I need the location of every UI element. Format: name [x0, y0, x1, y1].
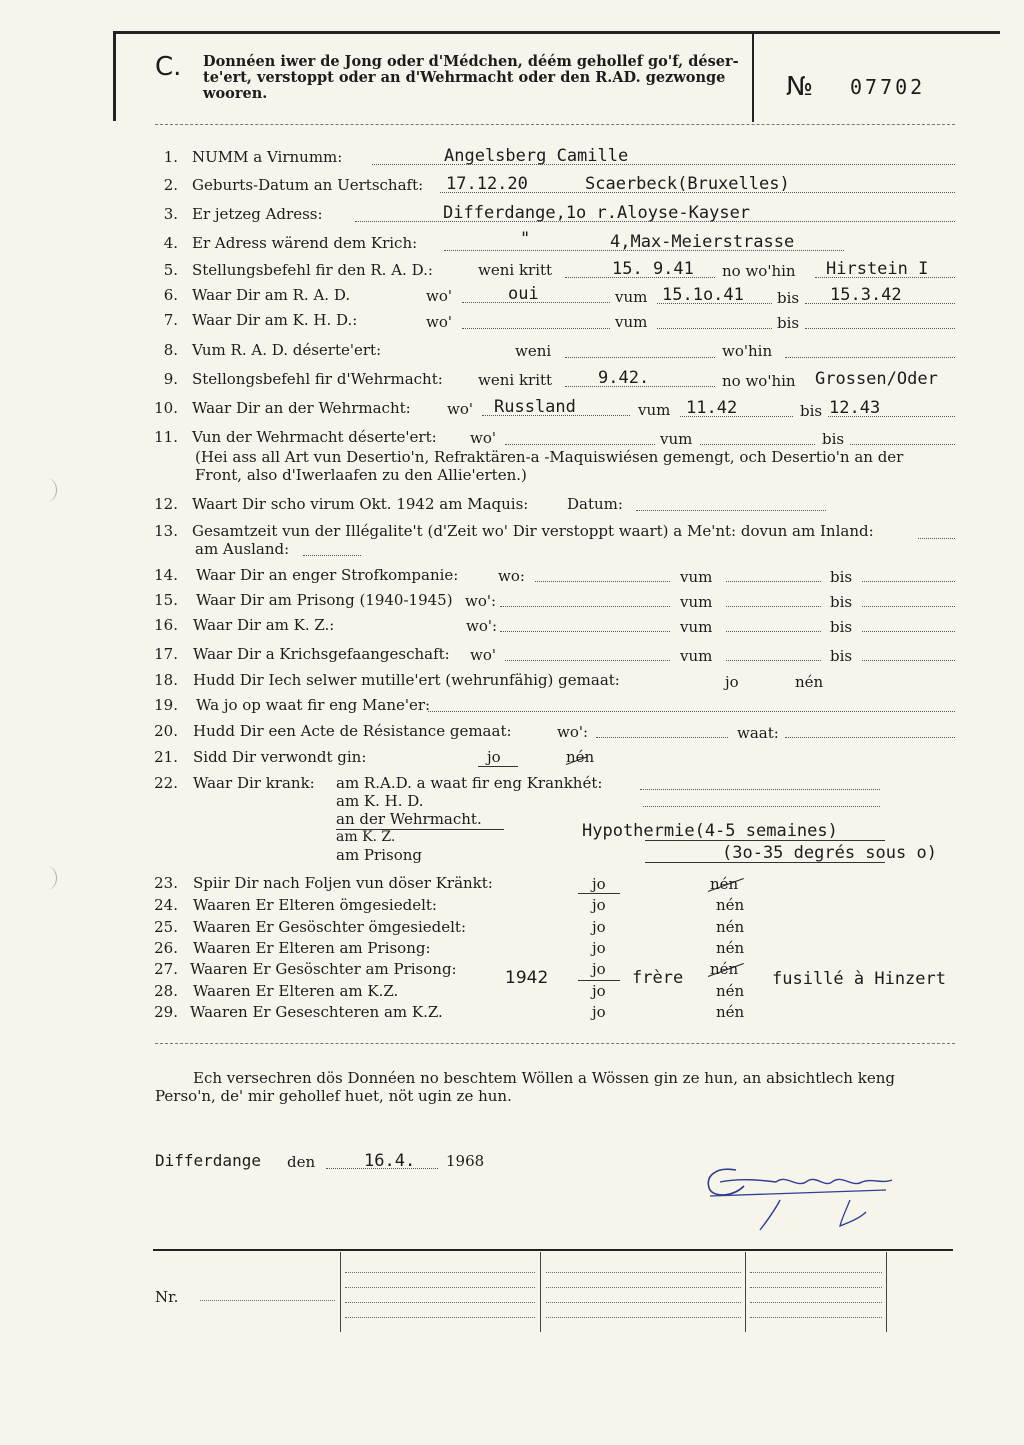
row-label: Stellungsbefehl fir den R. A. D.: — [192, 261, 433, 279]
vum-label: vum — [615, 288, 648, 306]
row-number: 5. — [163, 261, 178, 279]
wo-label: wo' — [470, 646, 496, 664]
row-label: Waar Dir am R. A. D. — [192, 286, 351, 304]
vum-label: vum — [680, 593, 713, 611]
option-nen: nén — [716, 918, 745, 936]
row-number: 2. — [163, 176, 178, 194]
fill-line — [565, 357, 715, 358]
form-left-border — [113, 31, 116, 121]
fill-line — [726, 660, 821, 661]
row-number: 29. — [154, 1003, 178, 1021]
row-number: 17. — [154, 645, 178, 663]
fill-line — [428, 711, 955, 712]
den-label: den — [287, 1153, 316, 1171]
row-label: Stellongsbefehl fir d'Wehrmacht: — [192, 370, 443, 388]
row-number: 1. — [163, 148, 178, 166]
footer-nr-label: Nr. — [155, 1288, 179, 1306]
fill-line — [636, 510, 826, 511]
option-jo-selected: jo — [487, 748, 501, 766]
illness-rad: am R.A.D. a waat fir eng Krankhét: — [336, 774, 603, 792]
fill-line — [726, 631, 821, 632]
vum-label: vum — [615, 313, 648, 331]
row-number: 3. — [163, 205, 178, 223]
ditto-mark: " — [520, 229, 531, 249]
row-label: Waar Dir am K. H. D.: — [192, 311, 358, 329]
fill-line — [640, 789, 880, 790]
option-nen-struck: nén — [710, 960, 739, 978]
row-label: Vun der Wehrmacht déserte'ert: — [192, 428, 437, 446]
fill-line — [345, 1317, 535, 1318]
row-label: Sidd Dir verwondt gin: — [193, 748, 367, 766]
fill-line — [750, 1317, 882, 1318]
row-note: (Hei ass all Art vun Desertio'n, Refraktären-a -Maquiswiésen gemengt, och Desertio'n an der — [195, 448, 904, 466]
row-number: 24. — [154, 896, 178, 914]
fill-line — [546, 1302, 741, 1303]
fill-line — [918, 538, 955, 539]
row-number: 14. — [154, 566, 178, 584]
vum-label: vum — [638, 401, 671, 419]
fill-line — [726, 606, 821, 607]
option-nen: nén — [716, 1003, 745, 1021]
option-nen-struck: nén — [566, 748, 595, 766]
fill-line — [750, 1272, 882, 1273]
footer-column-divider — [886, 1252, 887, 1332]
option-nen-struck: nén — [710, 875, 739, 893]
declaration-text: Ech versechren dös Donnéen no beschtem Wöllen a Wössen gin ze hun, an absichtlech keng Perso'n, de' mir gehollef huet, nöt ugin ze hun. — [155, 1069, 895, 1105]
fill-line — [345, 1302, 535, 1303]
row-label: Waaren Er Elteren am K.Z. — [193, 982, 399, 1000]
number-label: № — [786, 72, 814, 102]
sibling-fate: fusillé à Hinzert — [772, 969, 946, 989]
row-number: 10. — [154, 399, 178, 417]
wo-label: wo: — [498, 567, 525, 585]
row-label-abroad: am Ausland: — [195, 540, 290, 558]
fill-line — [546, 1317, 741, 1318]
weni-label: weni kritt — [478, 371, 553, 389]
footer-table — [153, 1249, 953, 1336]
datum-label: Datum: — [567, 495, 623, 513]
row-label: Waar Dir an der Wehrmacht: — [192, 399, 411, 417]
row-label: Waart Dir scho virum Okt. 1942 am Maquis: — [192, 495, 529, 513]
row-label: Geburts-Datum an Uertschaft: — [192, 176, 424, 194]
row-number: 22. — [154, 774, 178, 792]
bis-label: bis — [830, 647, 853, 665]
row-number: 25. — [154, 918, 178, 936]
row-note: Front, also d'Iwerlaafen zu den Allie'erten.) — [195, 466, 527, 484]
row-number: 21. — [154, 748, 178, 766]
footer-column-divider — [340, 1252, 341, 1332]
row-number: 28. — [154, 982, 178, 1000]
footer-column-divider — [745, 1252, 746, 1332]
fill-line — [785, 737, 955, 738]
section-letter: C. — [155, 52, 182, 82]
illness-prisong: am Prisong — [336, 846, 422, 864]
row-label: Waaren Er Elteren ömgesiedelt: — [193, 896, 437, 914]
fill-line — [805, 328, 955, 329]
underline-mark — [478, 766, 518, 767]
wo-label: wo' — [470, 429, 496, 447]
option-jo: jo — [592, 918, 606, 936]
row-number: 20. — [154, 722, 178, 740]
fill-line — [862, 606, 955, 607]
fill-line — [345, 1287, 535, 1288]
fill-line — [750, 1302, 882, 1303]
fill-line — [726, 581, 821, 582]
wehrmacht-to: 12.43 — [829, 398, 881, 418]
fill-line — [643, 806, 880, 807]
war-address: 4,Max-Meierstrasse — [610, 232, 795, 252]
row-label: Waar Dir am K. Z.: — [193, 616, 335, 634]
row-label: Er Adress wärend dem Krich: — [192, 234, 418, 252]
option-nen: nén — [795, 673, 824, 691]
fill-line — [505, 660, 670, 661]
row-number: 23. — [154, 874, 178, 892]
weni-label: weni — [515, 342, 552, 360]
fill-line — [850, 444, 955, 445]
option-jo: jo — [592, 1003, 606, 1021]
row-label: Gesamtzeit vun der Illégalite't (d'Zeit wo' Dir verstoppt waart) a Me'nt: dovun am Inland: — [192, 522, 874, 540]
fill-line — [862, 581, 955, 582]
fill-line — [505, 444, 655, 445]
rad-from: 15.1o.41 — [662, 285, 744, 305]
birth-date: 17.12.20 — [446, 174, 528, 194]
row-number: 6. — [163, 286, 178, 304]
section-title: Donnéen iwer de Jong oder d'Médchen, déém gehollef go'f, déser-te'ert, verstoppt oder an d'Wehrmacht oder den R.AD. gezwonge wooren. — [203, 53, 739, 102]
illness-khd: am K. H. D. — [336, 792, 424, 810]
vum-label: vum — [680, 618, 713, 636]
vum-label: vum — [680, 647, 713, 665]
form-top-border — [113, 31, 1000, 34]
illness-kz: am K. Z. — [336, 829, 396, 845]
option-nen: nén — [716, 982, 745, 1000]
bis-label: bis — [777, 289, 800, 307]
row-number: 7. — [163, 311, 178, 329]
section-separator — [155, 1043, 955, 1045]
wehrmacht-place: Russland — [494, 397, 576, 417]
row-label: Er jetzeg Adress: — [192, 205, 323, 223]
option-jo: jo — [592, 896, 606, 914]
footer-column-divider — [540, 1252, 541, 1332]
fill-line — [500, 631, 670, 632]
signing-year: 1968 — [446, 1152, 485, 1170]
fill-line — [500, 606, 670, 607]
fill-line — [596, 737, 728, 738]
row-label: Spiir Dir nach Foljen vun döser Kränkt: — [193, 874, 493, 892]
row-number: 27. — [154, 960, 178, 978]
row-number: 11. — [154, 428, 178, 446]
fill-line — [862, 631, 955, 632]
row-label: Waar Dir a Krichsgefaangeschaft: — [193, 645, 450, 663]
wo-label: wo' — [426, 313, 452, 331]
row-label: Waar Dir krank: — [193, 774, 315, 792]
bis-label: bis — [830, 568, 853, 586]
row-label: Wa jo op waat fir eng Mane'er: — [196, 696, 431, 714]
rad-served: oui — [508, 284, 539, 304]
signature-image — [700, 1160, 900, 1235]
option-nen: nén — [716, 939, 745, 957]
option-jo: jo — [592, 939, 606, 957]
wohin-label: no wo'hin — [722, 262, 796, 280]
underline-mark — [578, 893, 620, 894]
row-number: 8. — [163, 341, 178, 359]
bis-label: bis — [830, 593, 853, 611]
fill-line — [535, 581, 670, 582]
illness-wehrmacht: an der Wehrmacht. — [336, 810, 482, 828]
row-label: Waaren Er Elteren am Prisong: — [193, 939, 431, 957]
header-divider — [752, 34, 754, 122]
fill-line — [546, 1287, 741, 1288]
rad-to: 15.3.42 — [830, 285, 902, 305]
weni-label: weni kritt — [478, 261, 553, 279]
header-separator — [155, 124, 955, 126]
waat-label: waat: — [737, 724, 779, 742]
underline-mark — [578, 980, 620, 981]
wo-label: wo': — [466, 617, 498, 635]
fill-line — [546, 1272, 741, 1273]
fill-line — [345, 1272, 535, 1273]
row-number: 9. — [163, 370, 178, 388]
fill-line — [462, 328, 610, 329]
bis-label: bis — [777, 314, 800, 332]
form-number: 07702 — [850, 75, 926, 99]
row-label: Waaren Er Gesöschter am Prisong: — [190, 960, 457, 978]
vum-label: vum — [680, 568, 713, 586]
binder-hole — [36, 478, 57, 502]
rad-order-date: 15. 9.41 — [612, 259, 694, 279]
row-number: 18. — [154, 671, 178, 689]
fill-line — [303, 555, 361, 556]
wo-label: wo': — [557, 723, 589, 741]
underline-mark — [645, 840, 885, 841]
sibling-year: 1942 — [505, 968, 549, 988]
row-number: 12. — [154, 495, 178, 513]
fill-line — [200, 1300, 335, 1301]
wehrmacht-order-date: 9.42. — [598, 368, 650, 388]
bis-label: bis — [800, 402, 823, 420]
option-jo: jo — [725, 673, 739, 691]
rad-order-place: Hirstein I — [826, 259, 929, 279]
row-label: Hudd Dir een Acte de Résistance gemaat: — [193, 722, 512, 740]
row-label: Waaren Er Gesöschter ömgesiedelt: — [193, 918, 467, 936]
row-number: 16. — [154, 616, 178, 634]
wehrmacht-order-place: Grossen/Oder — [815, 369, 938, 389]
wo-label: wo' — [426, 287, 452, 305]
option-jo: jo — [592, 982, 606, 1000]
bis-label: bis — [830, 618, 853, 636]
row-number: 19. — [154, 696, 178, 714]
sibling-relation: frère — [632, 968, 684, 988]
wo-label: wo': — [465, 592, 497, 610]
row-label: NUMM a Virnumm: — [192, 148, 343, 166]
wohin-label: wo'hin — [722, 342, 773, 360]
row-label: Waar Dir am Prisong (1940-1945) — [196, 591, 453, 609]
fill-line — [657, 328, 772, 329]
row-label: Hudd Dir Iech selwer mutille'ert (wehrunfähig) gemaat: — [193, 671, 620, 689]
fill-line — [785, 357, 955, 358]
option-nen: nén — [716, 896, 745, 914]
underline-mark — [645, 862, 885, 863]
row-label: Waar Dir an enger Strofkompanie: — [196, 566, 459, 584]
signing-date: 16.4. — [364, 1151, 416, 1171]
option-jo: jo — [592, 960, 606, 978]
current-address: Differdange,1o r.Aloyse-Kayser — [443, 203, 751, 223]
row-number: 15. — [154, 591, 178, 609]
vum-label: vum — [660, 430, 693, 448]
birth-place: Scaerbeck(Bruxelles) — [585, 174, 790, 194]
row-label: Waaren Er Geseschteren am K.Z. — [190, 1003, 443, 1021]
bis-label: bis — [822, 430, 845, 448]
row-label: Vum R. A. D. déserte'ert: — [192, 341, 382, 359]
option-jo: jo — [592, 875, 606, 893]
fill-line — [700, 444, 815, 445]
illness-detail: (3o-35 degrés sous o) — [722, 843, 937, 863]
wehrmacht-from: 11.42 — [686, 398, 738, 418]
signing-place: Differdange — [155, 1151, 261, 1170]
row-number: 13. — [154, 522, 178, 540]
name-value: Angelsberg Camille — [444, 146, 629, 166]
wo-label: wo' — [447, 400, 473, 418]
fill-line — [750, 1287, 882, 1288]
row-number: 26. — [154, 939, 178, 957]
illness-value: Hypothermie(4-5 semaines) — [582, 821, 838, 841]
wohin-label: no wo'hin — [722, 372, 796, 390]
binder-hole — [36, 866, 57, 890]
row-number: 4. — [163, 234, 178, 252]
fill-line — [862, 660, 955, 661]
